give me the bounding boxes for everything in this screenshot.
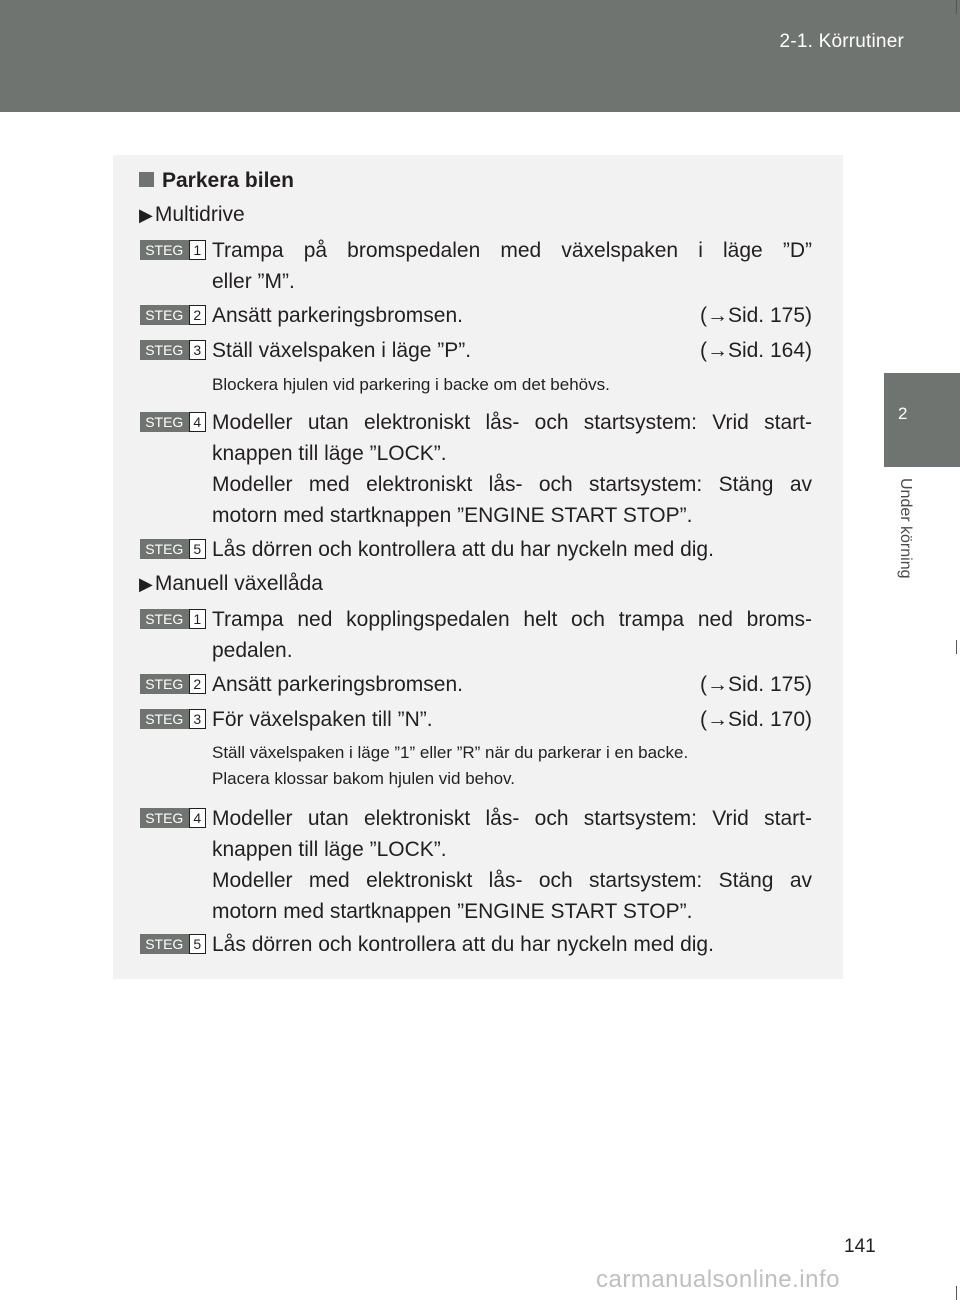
- step-text: Modeller med elektroniskt lås- och startsystem: Stäng av: [212, 869, 812, 892]
- page-reference: (→Sid. 170): [699, 708, 812, 731]
- step-badge: STEG 2: [140, 305, 206, 325]
- step-badge: STEG 3: [140, 340, 206, 360]
- triangle-bullet-icon: ▶: [139, 205, 153, 225]
- step-badge: STEG 4: [140, 412, 206, 432]
- step-text: Modeller med elektroniskt lås- och startsystem: Stäng av: [212, 473, 812, 496]
- step-text: Trampa på bromspedalen med växelspaken i läge ”D”: [212, 239, 812, 262]
- section-title: 2-1. Körrutiner: [779, 31, 904, 52]
- step-badge: STEG 2: [140, 674, 206, 694]
- crop-mark: [956, 640, 957, 654]
- step-text: motorn med startknappen ”ENGINE START STOP”.: [212, 504, 693, 527]
- crop-mark: [956, 0, 957, 14]
- step-text: knappen till läge ”LOCK”.: [212, 838, 447, 861]
- page-reference: (→Sid. 164): [699, 339, 812, 362]
- step-text: Ställ växelspaken i läge ”P”.: [212, 339, 472, 362]
- watermark: carmanualsonline.info: [596, 1266, 840, 1293]
- step-text: pedalen.: [212, 639, 293, 662]
- step-badge: STEG 1: [140, 240, 206, 260]
- step-line: [212, 300, 812, 331]
- step-badge: STEG 1: [140, 609, 206, 629]
- page-reference: (→Sid. 175): [699, 304, 812, 327]
- triangle-bullet-icon: ▶: [139, 574, 153, 594]
- step-text: eller ”M”.: [212, 270, 295, 293]
- step-note: Placera klossar bakom hjulen vid behov.: [212, 769, 516, 788]
- crop-mark: [956, 1286, 957, 1300]
- chapter-tab: [884, 373, 960, 467]
- variant-heading-multidrive: ▶Multidrive: [139, 203, 245, 226]
- step-badge: STEG 3: [140, 709, 206, 729]
- step-text: knappen till läge ”LOCK”.: [212, 442, 447, 465]
- chapter-label: Under körning: [897, 478, 914, 579]
- step-line: [212, 669, 812, 700]
- step-note: Blockera hjulen vid parkering i backe om det behövs.: [212, 375, 610, 394]
- page-header: [0, 0, 960, 112]
- step-line: [212, 704, 812, 735]
- step-text: Lås dörren och kontrollera att du har nyckeln med dig.: [212, 538, 714, 561]
- chapter-number: 2: [898, 404, 908, 423]
- variant-heading-manual: ▶Manuell växellåda: [139, 572, 323, 595]
- step-text: motorn med startknappen ”ENGINE START STOP”.: [212, 900, 693, 923]
- step-text: Lås dörren och kontrollera att du har nyckeln med dig.: [212, 933, 714, 956]
- step-text: Trampa ned kopplingspedalen helt och trampa ned broms-: [212, 608, 812, 631]
- step-text: För växelspaken till ”N”.: [212, 708, 433, 731]
- step-badge: STEG 5: [140, 539, 206, 559]
- square-bullet-icon: [139, 172, 154, 187]
- parking-instructions-box: [113, 155, 843, 979]
- step-line: [212, 335, 812, 366]
- step-text: Ansätt parkeringsbromsen.: [212, 304, 463, 327]
- step-note: Ställ växelspaken i läge ”1” eller ”R” när du parkerar i en backe.: [212, 743, 689, 762]
- page-number: 141: [844, 1236, 876, 1257]
- step-text: Modeller utan elektroniskt lås- och startsystem: Vrid start-: [212, 807, 812, 830]
- box-heading: Parkera bilen: [139, 169, 869, 193]
- step-text: Ansätt parkeringsbromsen.: [212, 673, 463, 696]
- step-text: Modeller utan elektroniskt lås- och startsystem: Vrid start-: [212, 411, 812, 434]
- step-badge: STEG 5: [140, 934, 206, 954]
- page-reference: (→Sid. 175): [699, 673, 812, 696]
- step-badge: STEG 4: [140, 808, 206, 828]
